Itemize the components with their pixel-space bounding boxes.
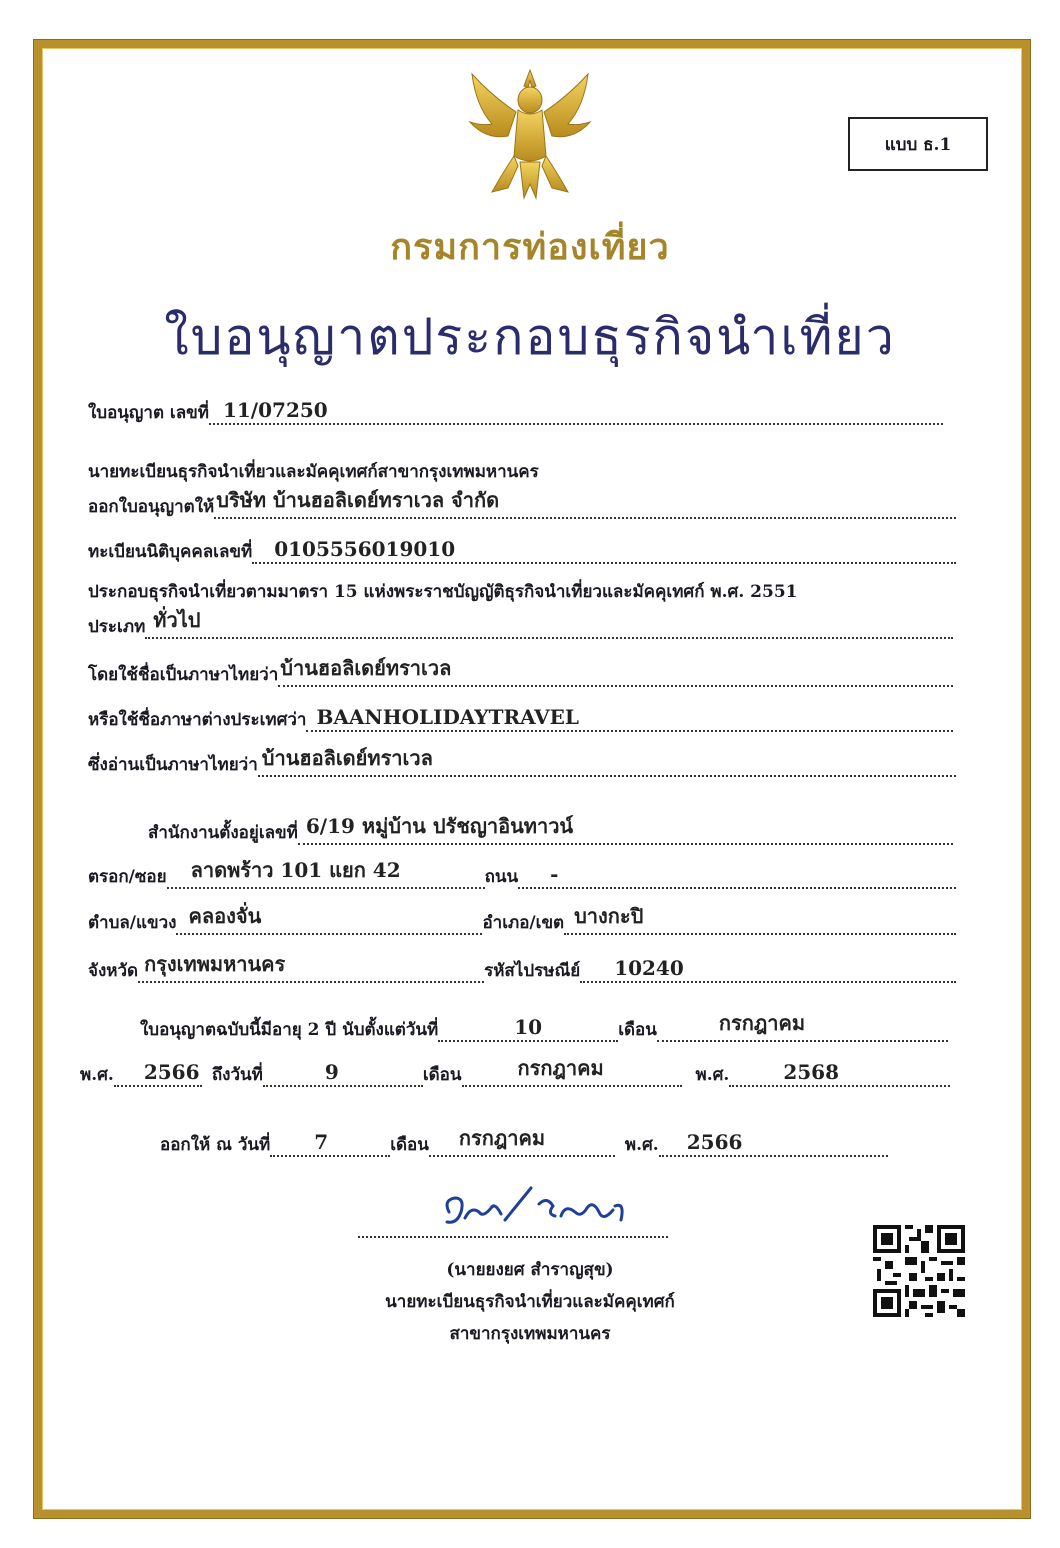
issued-date-row <box>160 1126 888 1160</box>
signatory-branch: สาขากรุงเทพมหานคร <box>449 1324 611 1344</box>
issued-to-label: ออกใบอนุญาตให้ <box>88 497 215 517</box>
thai-name-value: บ้านฮอลิเดย์ทราเวล <box>280 656 452 680</box>
issued-day: 7 <box>314 1130 329 1154</box>
soi-road-row <box>88 858 956 892</box>
district-label: อำเภอ/เขต <box>482 913 565 933</box>
juristic-label: ทะเบียนนิติบุคคลเลขที่ <box>88 542 253 562</box>
validity-from-label: ใบอนุญาตฉบับนี้มีอายุ 2 ปี นับตั้งแต่วันที่ <box>140 1020 439 1040</box>
validity-from-month: กรกฎาคม <box>718 1011 806 1035</box>
read-name-row <box>88 746 956 780</box>
validity-to-label: ถึงวันที่ <box>211 1065 263 1085</box>
province-postcode-row <box>88 952 956 986</box>
validity-from-row <box>140 1011 948 1045</box>
province-label: จังหวัด <box>88 961 139 981</box>
garuda-emblem-icon <box>462 66 598 200</box>
license-number-value: 11/07250 <box>222 398 328 422</box>
subdistrict-value: คลองจั่น <box>188 904 262 928</box>
department-name: กรมการท่องเที่ยว <box>390 226 670 268</box>
signature-image <box>435 1182 635 1236</box>
issued-to-value: บริษัท บ้านฮอลิเดย์ทราเวล จำกัด <box>216 488 500 512</box>
province-value: กรุงเทพมหานคร <box>144 952 286 976</box>
validity-to-month-label: เดือน <box>422 1065 462 1085</box>
issued-be-label: พ.ศ. <box>624 1135 659 1155</box>
validity-to-day: 9 <box>324 1060 339 1084</box>
validity-to-year: 2568 <box>783 1060 840 1084</box>
issued-year: 2566 <box>686 1130 743 1154</box>
issued-month-label: เดือน <box>390 1135 429 1155</box>
subdistrict-district-row <box>88 904 956 938</box>
soi-value: ลาดพร้าว 101 แยก 42 <box>190 858 401 882</box>
postcode-value: 10240 <box>614 956 684 980</box>
thai-name-label: โดยใช้ชื่อเป็นภาษาไทยว่า <box>88 665 279 685</box>
read-name-value: บ้านฮอลิเดย์ทราเวล <box>261 746 433 770</box>
road-value: - <box>550 862 559 886</box>
postcode-label: รหัสไปรษณีย์ <box>484 961 581 981</box>
juristic-row <box>88 537 956 567</box>
office-value: 6/19 หมู่บ้าน ปรัชญาอินทาวน์ <box>305 814 574 838</box>
act-line: ประกอบธุรกิจนำเที่ยวตามมาตรา 15 แห่งพระราชบัญญัติธุรกิจนำเที่ยวและมัคคุเทศก์ พ.ศ. 2551 <box>88 582 798 602</box>
document-title: ใบอนุญาตประกอบธุรกิจนำเที่ยว <box>164 308 896 366</box>
juristic-value: 0105556019010 <box>274 537 456 561</box>
type-value: ทั่วไป <box>153 608 201 632</box>
form-code-box: แบบ ธ.1 <box>848 117 988 171</box>
qr-code-icon <box>873 1225 965 1317</box>
registrar-line: นายทะเบียนธุรกิจนำเที่ยวและมัคคุเทศก์สาขากรุงเทพมหานคร <box>88 462 539 482</box>
thai-name-row <box>88 656 953 690</box>
issued-date-label: ออกให้ ณ วันที่ <box>160 1135 271 1155</box>
validity-to-row <box>80 1056 950 1090</box>
type-label: ประเภท <box>88 617 146 637</box>
foreign-name-row <box>88 705 953 735</box>
district-value: บางกะปิ <box>574 904 644 928</box>
validity-to-be-label: พ.ศ. <box>695 1065 730 1085</box>
soi-label: ตรอก/ซอย <box>88 867 167 887</box>
foreign-name-label: หรือใช้ชื่อภาษาต่างประเทศว่า <box>88 710 307 730</box>
issued-month: กรกฎาคม <box>458 1126 546 1150</box>
validity-from-month-label: เดือน <box>618 1020 657 1040</box>
issued-to-row <box>88 488 956 522</box>
license-number-row <box>88 398 943 428</box>
read-name-label: ซึ่งอ่านเป็นภาษาไทยว่า <box>88 755 258 775</box>
validity-from-year: 2566 <box>143 1060 200 1084</box>
signatory-position: นายทะเบียนธุรกิจนำเที่ยวและมัคคุเทศก์ <box>385 1292 675 1312</box>
foreign-name-value: BAANHOLIDAYTRAVEL <box>316 705 579 729</box>
signature-line <box>358 1236 668 1238</box>
office-row <box>148 814 953 848</box>
subdistrict-label: ตำบล/แขวง <box>88 913 177 933</box>
road-label: ถนน <box>484 867 519 887</box>
validity-to-month: กรกฎาคม <box>517 1056 604 1080</box>
validity-from-be-label: พ.ศ. <box>80 1065 114 1085</box>
validity-from-day: 10 <box>514 1015 543 1039</box>
license-number-label: ใบอนุญาต เลขที่ <box>88 403 209 423</box>
office-label: สำนักงานตั้งอยู่เลขที่ <box>148 823 298 843</box>
signatory-name: (นายยงยศ สำราญสุข) <box>446 1260 614 1280</box>
type-row <box>88 608 953 642</box>
